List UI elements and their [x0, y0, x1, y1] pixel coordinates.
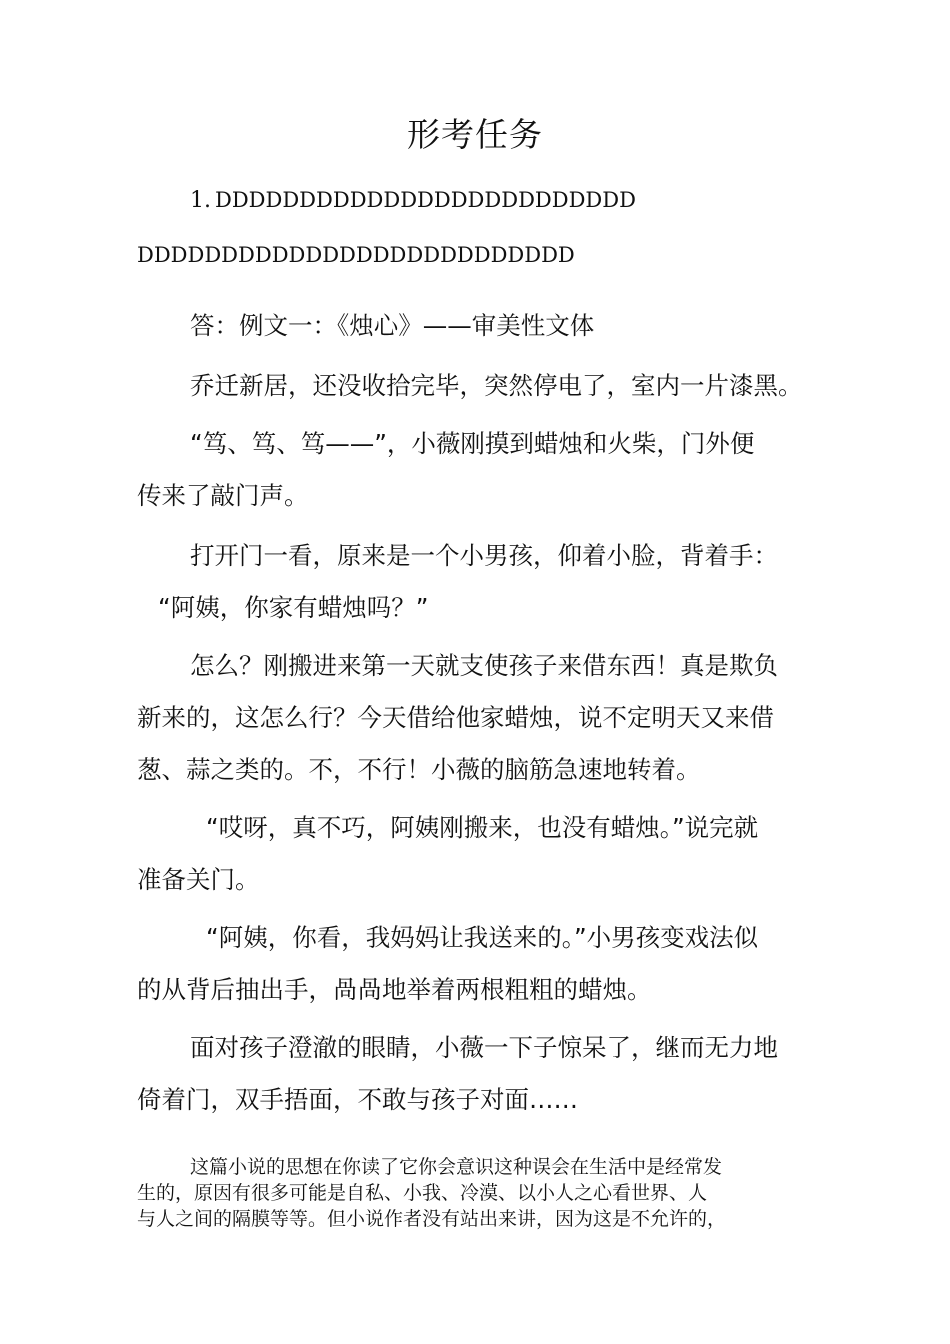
story-line: 传来了敲门声。: [137, 481, 309, 510]
story-line: 葱、蒜之类的。不，不行！小薇的脑筋急速地转着。: [137, 755, 701, 784]
question-number: 1.: [190, 188, 211, 213]
story-line: 准备关门。: [137, 865, 260, 894]
commentary-line: 这篇小说的思想在你读了它你会意识这种误会在生活中是经常发: [190, 1156, 723, 1178]
story-line: 乔迁新居，还没收拾完毕，突然停电了，室内一片漆黑。: [190, 371, 803, 400]
question-line-1: [190, 190, 636, 212]
answer-heading: 答：例文一：《烛心》——审美性文体: [190, 311, 595, 340]
commentary-line: 生的，原因有很多可能是自私、小我、冷漠、以小人之心看世界、人: [137, 1182, 708, 1204]
story-line: “阿姨，你家有蜡烛吗？”: [158, 593, 429, 622]
story-line: “哎呀，真不巧，阿姨刚搬来，也没有蜡烛。”说完就: [206, 813, 759, 842]
story-line: 倚着门，双手捂面，不敢与孩子对面……: [137, 1085, 578, 1114]
page-title: 形考任务: [407, 115, 543, 154]
story-line: 打开门一看，原来是一个小男孩，仰着小脸，背着手：: [190, 541, 778, 570]
story-line: 的从背后抽出手，咼咼地举着两根粗粗的蜡烛。: [137, 975, 652, 1004]
commentary-line: 与人之间的隔膜等等。但小说作者没有站出来讲，因为这是不允许的，: [137, 1208, 727, 1230]
story-line: “阿姨，你看，我妈妈让我送来的。”小男孩变戏法似: [206, 923, 759, 952]
story-line: 面对孩子澄澈的眼睛，小薇一下子惊呆了，继而无力地: [190, 1033, 778, 1062]
story-line: 新来的，这怎么行？今天借给他家蜡烛，说不定明天又来借: [137, 703, 774, 732]
question-text-1: DDDDDDDDDDDDDDDDDDDDDDDDD: [215, 188, 636, 212]
story-line: 怎么？刚搬进来第一天就支使孩子来借东西！真是欺负: [190, 651, 778, 680]
story-line: “笃、笃、笃——”，小薇刚摸到蜡烛和火柴，门外便: [190, 429, 755, 458]
question-line-2: DDDDDDDDDDDDDDDDDDDDDDDDDD: [137, 243, 575, 267]
